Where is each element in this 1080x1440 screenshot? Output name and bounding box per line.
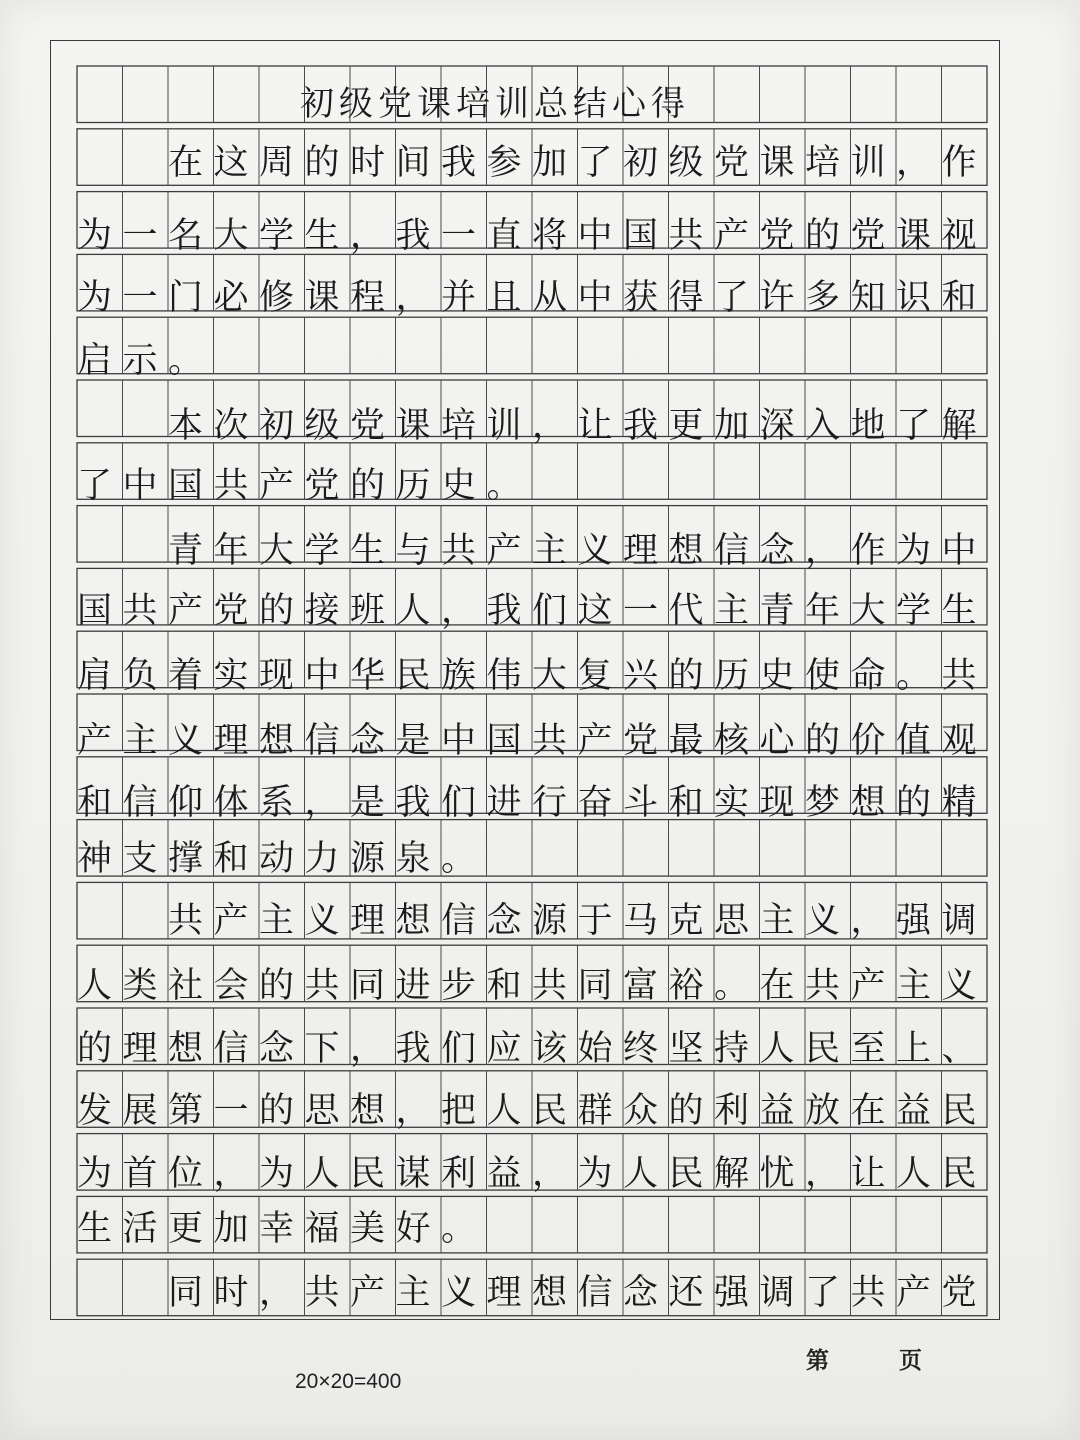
essay-line-10: 产主义理想信念是中国共产党最核心的价值观 xyxy=(77,721,988,761)
essay-line-6: 了中国共产党的历史。 xyxy=(77,466,533,506)
essay-line-8: 国共产党的接班人，我们这一代主青年大学生 xyxy=(77,591,988,631)
essay-line-1: 在这周的时间我参加了初级党课培训，作 xyxy=(168,143,988,183)
grid-count-label: 20×20=400 xyxy=(295,1370,402,1393)
essay-line-3: 为一门必修课程，并且从中获得了许多知识和 xyxy=(77,278,988,318)
essay-line-4: 启示。 xyxy=(77,341,214,381)
page-label-right: 页 xyxy=(899,1348,922,1374)
essay-line-15: 的理想信念下，我们应该始终坚持人民至上、 xyxy=(77,1029,988,1069)
page-label-left: 第 xyxy=(806,1348,829,1374)
essay-line-2: 为一名大学生，我一直将中国共产党的党课视 xyxy=(77,216,988,256)
essay-line-9: 肩负着实现中华民族伟大复兴的历史使命。共 xyxy=(77,656,988,696)
essay-line-18: 生活更加幸福美好。 xyxy=(77,1209,487,1249)
essay-line-11: 和信仰体系，是我们进行奋斗和实现梦想的精 xyxy=(77,783,988,823)
essay-line-12: 神支撑和动力源泉。 xyxy=(77,839,487,879)
essay-line-17: 为首位，为人民谋利益，为人民解忧，让人民 xyxy=(77,1154,988,1194)
essay-title: 初级党课培训总结心得 xyxy=(300,83,690,124)
essay-line-13: 共产主义理想信念源于马克思主义，强调 xyxy=(168,901,988,941)
essay-line-19: 同时，共产主义理想信念还强调了共产党 xyxy=(168,1273,988,1313)
essay-line-14: 人类社会的共同进步和共同富裕。在共产主义 xyxy=(77,966,988,1006)
essay-line-5: 本次初级党课培训，让我更加深入地了解 xyxy=(168,406,988,446)
essay-line-16: 发展第一的思想，把人民群众的利益放在益民 xyxy=(77,1091,988,1131)
essay-line-7: 青年大学生与共产主义理想信念，作为中 xyxy=(168,531,988,571)
